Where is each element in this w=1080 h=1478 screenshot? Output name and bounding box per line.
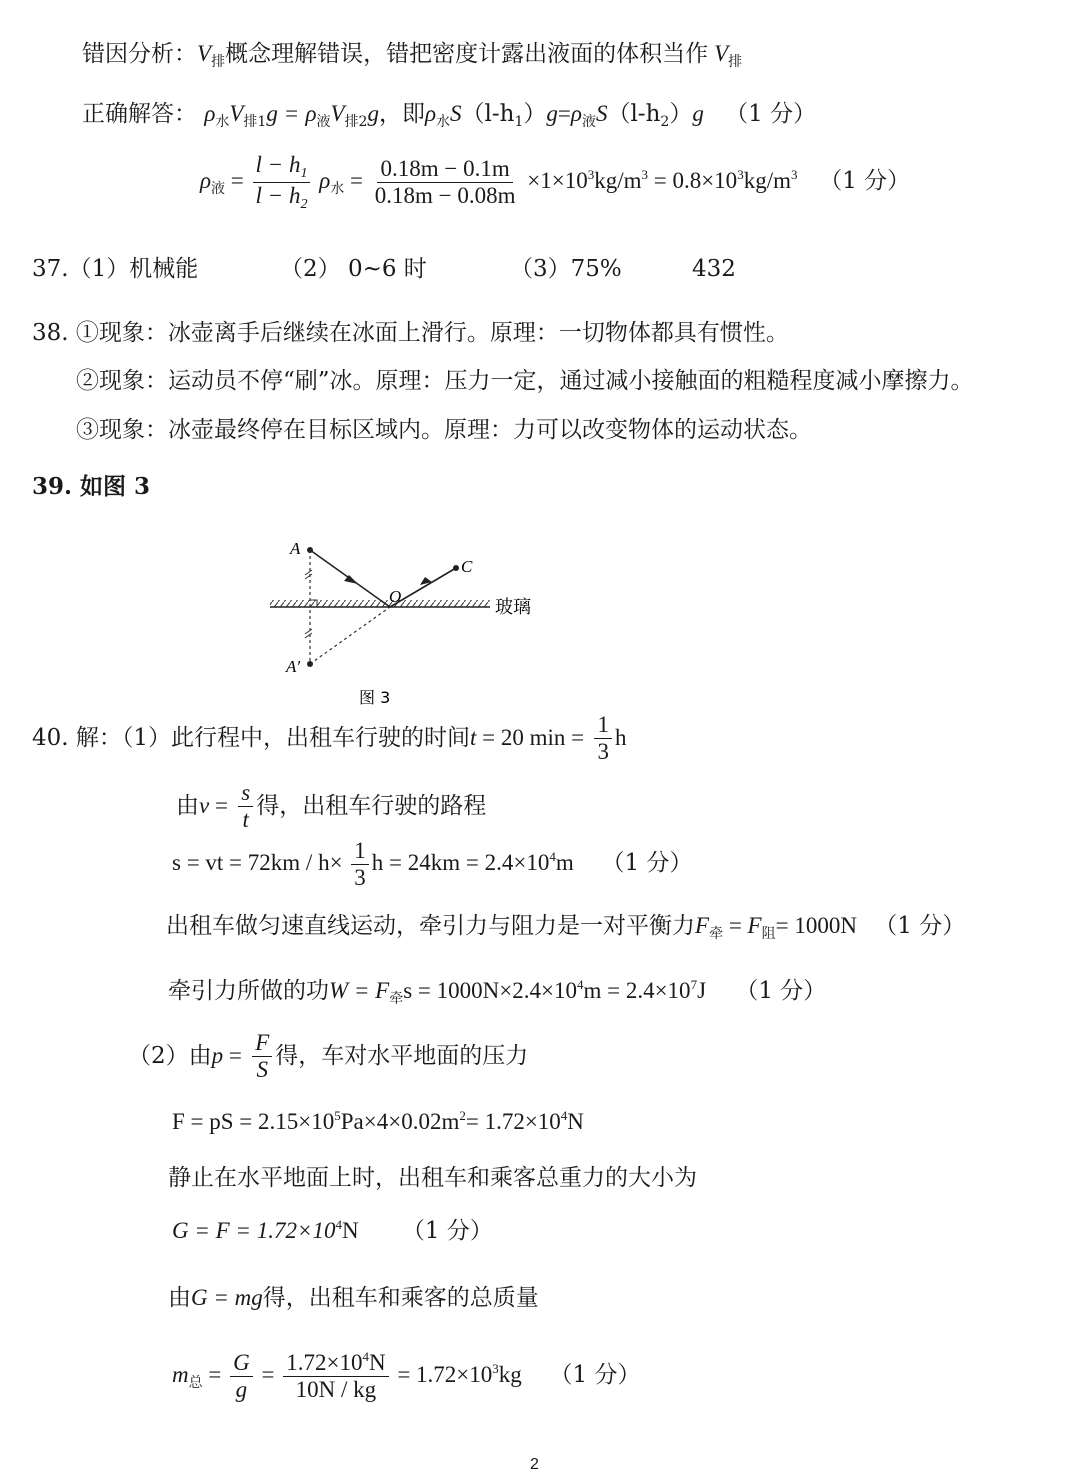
- question-40-line5: 牵引力所做的功$W = F_牵s = 1000N\times 2.4\times 10^4m = 2.4\times 10^7J$ （1 分）: [168, 977, 827, 1007]
- point-c: [453, 565, 459, 571]
- question-37-part2: （2） 0~6 时: [280, 256, 427, 282]
- question-37: 37.（1）机械能: [32, 256, 199, 282]
- point-a: [307, 547, 313, 553]
- fraction-h: $\frac{l - h_1}{l - h_2}$: [253, 152, 311, 213]
- question-37-part4: 432: [692, 256, 736, 282]
- question-40-line6: （2）由p = $\frac{F}{S}$ 得，车对水平地面的压力: [128, 1030, 529, 1083]
- question-38-line3: ③现象：冰壶最终停在目标区域内。原理：力可以改变物体的运动状态。: [76, 417, 812, 443]
- virtual-ray: [310, 607, 390, 664]
- label-a: A: [290, 539, 301, 558]
- glass-hatching: [270, 600, 490, 607]
- question-37-part3: （3）75%: [510, 256, 622, 282]
- density-formula: $\rho_液$ = $\frac{l - h_1}{l - h_2}$ $\rho_水$ = $\frac{0.18m - 0.1m}{0.18m - 0.08m}$ $\times 1\times 10^3kg/m^3 = 0.8\times 10^3kg/m^3$ （1 分）: [200, 152, 911, 213]
- question-40-line7: F = pS = $2.15\times 10^5Pa\times 4\times 0.02m^2= 1.72\times 10^4N$: [172, 1108, 584, 1134]
- question-40-line10: 由G = mg得，出租车和乘客的总质量: [168, 1285, 539, 1311]
- label-glass: 玻璃: [495, 597, 531, 618]
- correct-answer-line: 正确解答： $\rho_水V_{排1}g = \rho_液V_{排2}g$，即$\rho_水S(l-h_1)g=\rho_液S(l-h_2)g$ （1 分）: [82, 101, 817, 130]
- label-a-prime: A′: [286, 657, 301, 676]
- point-a-prime: [307, 661, 313, 667]
- page-number: 2: [530, 1456, 539, 1473]
- fraction-values: $\frac{0.18m - 0.1m}{0.18m - 0.08m}$: [374, 155, 516, 209]
- question-38-line1: 38. ①现象：冰壶离手后继续在冰面上滑行。原理：一切物体都具有惯性。: [32, 320, 789, 346]
- fraction-one-third: $\frac{1}{3}$: [594, 712, 612, 766]
- label-c: C: [461, 557, 473, 576]
- question-40-line1: 40. 解：（1）此行程中，出租车行驶的时间t = 20 min = $\frac{1}{3}$ h: [32, 712, 627, 765]
- fraction-mass: $\frac{1.72\times 10^4N}{10N / kg}$: [283, 1350, 388, 1404]
- fraction-one-third-2: $\frac{1}{3}$: [351, 838, 369, 892]
- question-40-line3: s = vt = 72km / h× $\frac{1}{3}$ $h = 24km = 2.4\times 10^4m$ （1 分）: [172, 838, 693, 891]
- error-analysis-line: 错因分析：$V_排$概念理解错误，错把密度计露出液面的体积当作 $V_排$: [82, 41, 743, 70]
- question-40-line9: $G = F = 1.72\times 10^4N$ （1 分）: [172, 1217, 493, 1244]
- question-38-line2: ②现象：运动员不停“刷”冰。原理：压力一定，通过减小接触面的粗糙程度减小摩擦力。: [76, 368, 974, 394]
- reflection-diagram: [260, 530, 560, 715]
- question-40-line11: $m_总$ = $\frac{G}{g}$ = $\frac{1.72\times 10^4N}{10N / kg}$ = $1.72\times 10^3kg$ （1 分）: [172, 1349, 641, 1403]
- question-40-line8: 静止在水平地面上时，出租车和乘客总重力的大小为: [168, 1165, 697, 1191]
- fraction-s-t: $\frac{s}{t}$: [238, 780, 253, 834]
- label-o: O: [389, 587, 402, 606]
- figure-caption: 图 3: [359, 688, 391, 707]
- question-40-line2: 由v = $\frac{s}{t}$ 得，出租车行驶的路程: [176, 780, 487, 833]
- question-40-line4: 出租车做匀速直线运动，牵引力与阻力是一对平衡力$F_牵 = F_阻= 1000N$ （1 分）: [166, 913, 966, 942]
- question-39: 39. 如图 3: [32, 473, 151, 500]
- fraction-g-g: $\frac{G}{g}$: [230, 1350, 253, 1404]
- fraction-f-s: $\frac{F}{S}$: [252, 1030, 272, 1084]
